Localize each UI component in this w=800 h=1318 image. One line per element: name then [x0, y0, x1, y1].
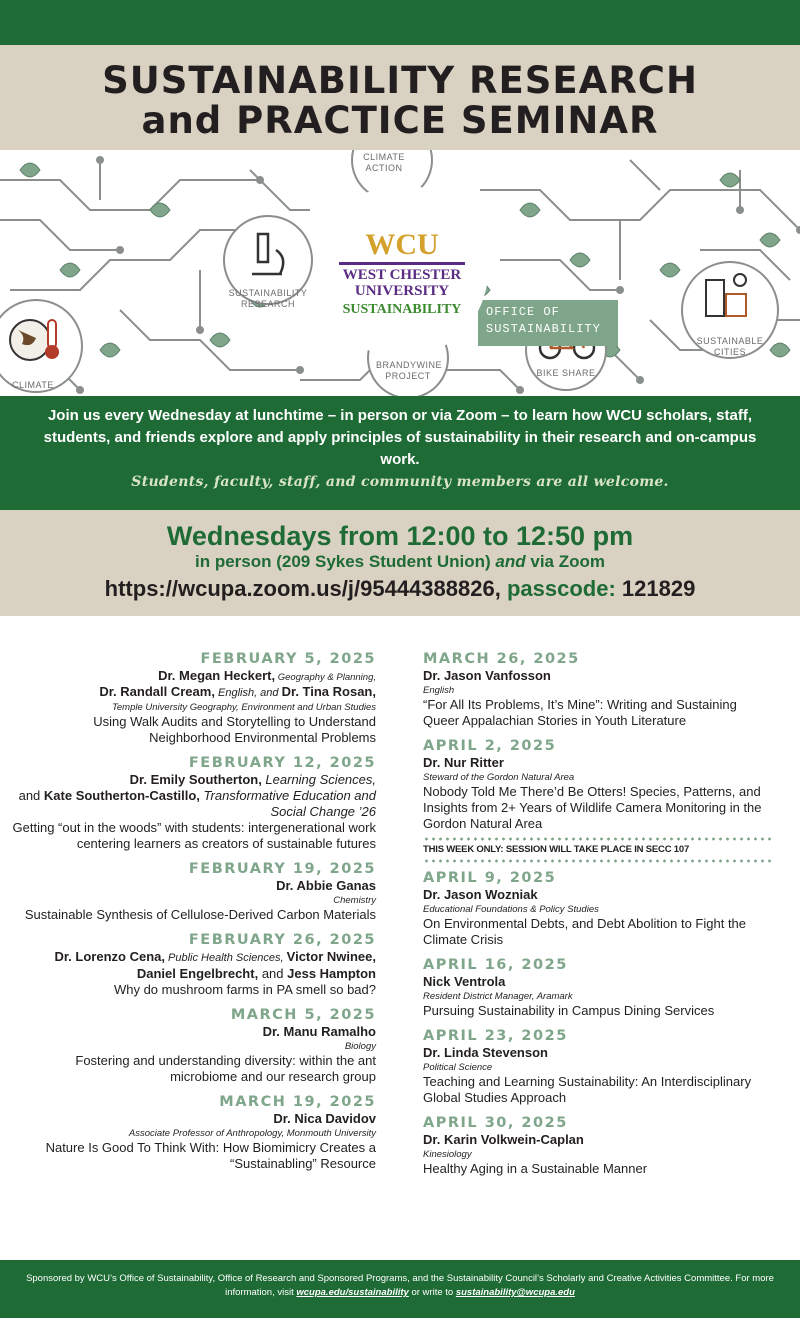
event-affiliation: Educational Foundations & Policy Studies — [423, 904, 599, 915]
event-affiliation: Associate Professor of Anthropology, Monmouth University — [128, 1128, 376, 1139]
event-date: FEBRUARY 5, 2025 — [200, 651, 376, 667]
speaker-name: Dr. Megan Heckert, — [158, 668, 276, 683]
event-affiliation: Biology — [344, 1041, 376, 1052]
speaker-conjunction: and — [18, 788, 44, 803]
place-zoom: via Zoom — [530, 552, 605, 571]
event-title: Teaching and Learning Sustainability: An Interdisciplinary Global Studies Approach — [423, 1074, 752, 1105]
speaker-name: Victor Nwinee, — [286, 949, 376, 964]
speaker-name: Daniel Engelbrecht, — [136, 966, 259, 981]
climate-label: CLIMATE — [12, 380, 54, 390]
left-schedule-column — [12, 650, 376, 1172]
top-bar — [0, 0, 800, 45]
event-affiliation: Steward of the Gordon Natural Area — [423, 772, 575, 783]
title-line-1: SUSTAINABILITY RESEARCH — [102, 59, 698, 102]
title-line-2: and PRACTICE SEMINAR — [141, 99, 659, 142]
event-speaker: Dr. Linda Stevenson — [423, 1045, 548, 1060]
event-title: Healthy Aging in a Sustainable Manner — [423, 1161, 648, 1176]
passcode-value: 121829 — [621, 576, 696, 601]
brandywine-label: BRANDYWINE PROJECT — [376, 360, 443, 381]
sponsor-footer — [0, 1260, 800, 1318]
speaker-affiliation: English, and — [214, 687, 282, 699]
event-affiliation: English — [423, 685, 455, 696]
speaker-name: Dr. Emily Southerton, — [129, 772, 262, 787]
logo-rule — [339, 262, 465, 265]
event-date: MARCH 5, 2025 — [230, 1007, 376, 1023]
speaker-name: Dr. Lorenzo Cena, — [54, 949, 165, 964]
dotted-divider-bottom — [423, 859, 773, 863]
speaker-conjunction: and — [258, 966, 288, 981]
location-change-note: THIS WEEK ONLY: SESSION WILL TAKE PLACE IN SECC 107 — [423, 844, 690, 855]
event-title: Why do mushroom farms in PA smell so bad? — [113, 982, 376, 997]
passcode-label: passcode: — [506, 576, 616, 601]
zoom-url[interactable]: https://wcupa.zoom.us/j/95444388826, — [104, 576, 501, 601]
zoom-line — [0, 575, 800, 603]
sustainability-email-link[interactable]: sustainability@wcupa.edu — [455, 1287, 575, 1298]
event-date: APRIL 23, 2025 — [423, 1028, 568, 1044]
event-affiliation: Temple University Geography, Environment and Urban Studies — [111, 702, 376, 713]
speaker-affiliation: Public Health Sciences, — [164, 952, 287, 964]
dotted-divider-top — [423, 837, 773, 841]
event-speakers — [12, 949, 376, 982]
event-affiliation: Chemistry — [333, 895, 376, 906]
event-speaker: Dr. Jason Vanfosson — [423, 668, 551, 683]
title-band — [0, 45, 800, 150]
event-apr-9 — [423, 869, 773, 948]
speaker-name: Dr. Tina Rosan, — [281, 684, 376, 699]
place-and: and — [495, 552, 526, 571]
event-apr-30 — [423, 1114, 773, 1177]
event-date: MARCH 26, 2025 — [423, 651, 580, 667]
logo-wcu: WCU — [365, 228, 439, 261]
event-date: APRIL 30, 2025 — [423, 1115, 568, 1131]
event-feb-12 — [12, 754, 376, 852]
event-date: APRIL 16, 2025 — [423, 957, 568, 973]
speaker-name: Dr. Randall Cream, — [99, 684, 215, 699]
event-apr-16 — [423, 956, 773, 1019]
office-of-sustainability-label: OFFICE OF SUSTAINABILITY — [478, 300, 618, 346]
event-speaker: Dr. Nur Ritter — [423, 755, 504, 770]
wcu-sustainability-logo — [316, 185, 488, 357]
globe-thermometer-icon — [10, 320, 59, 360]
sustainability-research-label: SUSTAINABILITY RESEARCH — [228, 288, 308, 309]
event-feb-19 — [12, 860, 376, 923]
event-title: Sustainable Synthesis of Cellulose-Derived Carbon Materials — [24, 907, 376, 922]
speaker-affiliation: Learning Sciences, — [261, 772, 376, 787]
intro-text: Join us every Wednesday at lunchtime – in person or via Zoom – to learn how WCU scholars, staff, students, and friends explore and apply principles of sustainability in their research and on-campus work. — [43, 407, 757, 468]
event-title: On Environmental Debts, and Debt Abolition to Fight the Climate Crisis — [423, 916, 747, 947]
climate-action-label: CLIMATE ACTION — [363, 152, 405, 173]
event-title: Using Walk Audits and Storytelling to Understand Neighborhood Environmental Problems — [93, 714, 376, 745]
right-schedule-column — [423, 650, 773, 1177]
event-apr-23 — [423, 1027, 773, 1106]
event-title: Pursuing Sustainability in Campus Dining Services — [423, 1003, 715, 1018]
event-apr-2 — [423, 737, 773, 863]
meeting-time: Wednesdays from 12:00 to 12:50 pm — [166, 521, 634, 551]
event-title: Nobody Told Me There’d Be Otters! Species, Patterns, and Insights from 2+ Years of Wildlife Camera Monitoring in the Gordon Natural Area — [423, 784, 762, 831]
event-mar-19 — [12, 1093, 376, 1172]
speaker-name: Kate Southerton-Castillo, — [43, 788, 200, 803]
schedule-band — [0, 510, 800, 616]
event-date: FEBRUARY 12, 2025 — [188, 755, 376, 771]
event-feb-5 — [12, 650, 376, 746]
speaker-affiliation: Transformative Education and Social Change ’26 — [199, 788, 376, 819]
event-speaker: Dr. Manu Ramalho — [262, 1024, 376, 1039]
event-speaker: Dr. Karin Volkwein-Caplan — [423, 1132, 584, 1147]
event-speaker: Nick Ventrola — [423, 974, 506, 989]
event-speakers — [12, 772, 376, 820]
welcome-text: Students, faculty, staff, and community members are all welcome. — [131, 474, 669, 490]
event-feb-26 — [12, 931, 376, 998]
footer-text: Sponsored by WCU’s Office of Sustainability, Office of Research and Sponsored Programs, and the Sustainability Council’s Scholarly and Creative Activities Committee. For more information, visit — [26, 1273, 774, 1298]
event-speaker: Dr. Abbie Ganas — [276, 878, 376, 893]
logo-sustainability: SUSTAINABILITY — [342, 302, 462, 317]
speaker-name: Jess Hampton — [287, 966, 376, 981]
logo-line-2: UNIVERSITY — [354, 283, 450, 299]
event-speaker: Dr. Nica Davidov — [273, 1111, 376, 1126]
event-date: MARCH 19, 2025 — [219, 1094, 376, 1110]
event-title: Fostering and understanding diversity: within the ant microbiome and our research group — [75, 1053, 376, 1084]
event-date: FEBRUARY 26, 2025 — [188, 932, 376, 948]
speaker-affiliation: Geography & Planning, — [275, 672, 376, 683]
intro-band — [0, 396, 800, 510]
event-affiliation: Resident District Manager, Aramark — [423, 991, 573, 1002]
event-title: Getting “out in the woods” with students: intergenerational work centering learners as creators of sustainable futures — [12, 820, 376, 851]
footer-text-2: or write to — [408, 1287, 456, 1298]
meeting-place — [0, 551, 800, 573]
event-speakers — [12, 668, 376, 701]
event-title: Nature Is Good To Think With: How Biomimicry Creates a “Sustainabling” Resource — [45, 1140, 376, 1171]
event-affiliation: Political Science — [423, 1062, 493, 1073]
event-date: APRIL 9, 2025 — [423, 870, 557, 886]
event-mar-26 — [423, 650, 773, 729]
sustainable-cities-label: SUSTAINABLE CITIES — [696, 336, 764, 357]
place-in-person: in person (209 Sykes Student Union) — [195, 552, 491, 571]
logo-line-1: WEST CHESTER — [342, 267, 462, 283]
sustainability-website-link[interactable]: wcupa.edu/sustainability — [296, 1287, 409, 1298]
event-mar-5 — [12, 1006, 376, 1085]
event-title: “For All Its Problems, It’s Mine”: Writing and Sustaining Queer Appalachian Stories in Youth Literature — [423, 697, 737, 728]
bike-share-label: BIKE SHARE — [536, 368, 596, 378]
event-affiliation: Kinesiology — [423, 1149, 472, 1160]
event-date: APRIL 2, 2025 — [423, 738, 557, 754]
event-speaker: Dr. Jason Wozniak — [423, 887, 538, 902]
event-date: FEBRUARY 19, 2025 — [188, 861, 376, 877]
